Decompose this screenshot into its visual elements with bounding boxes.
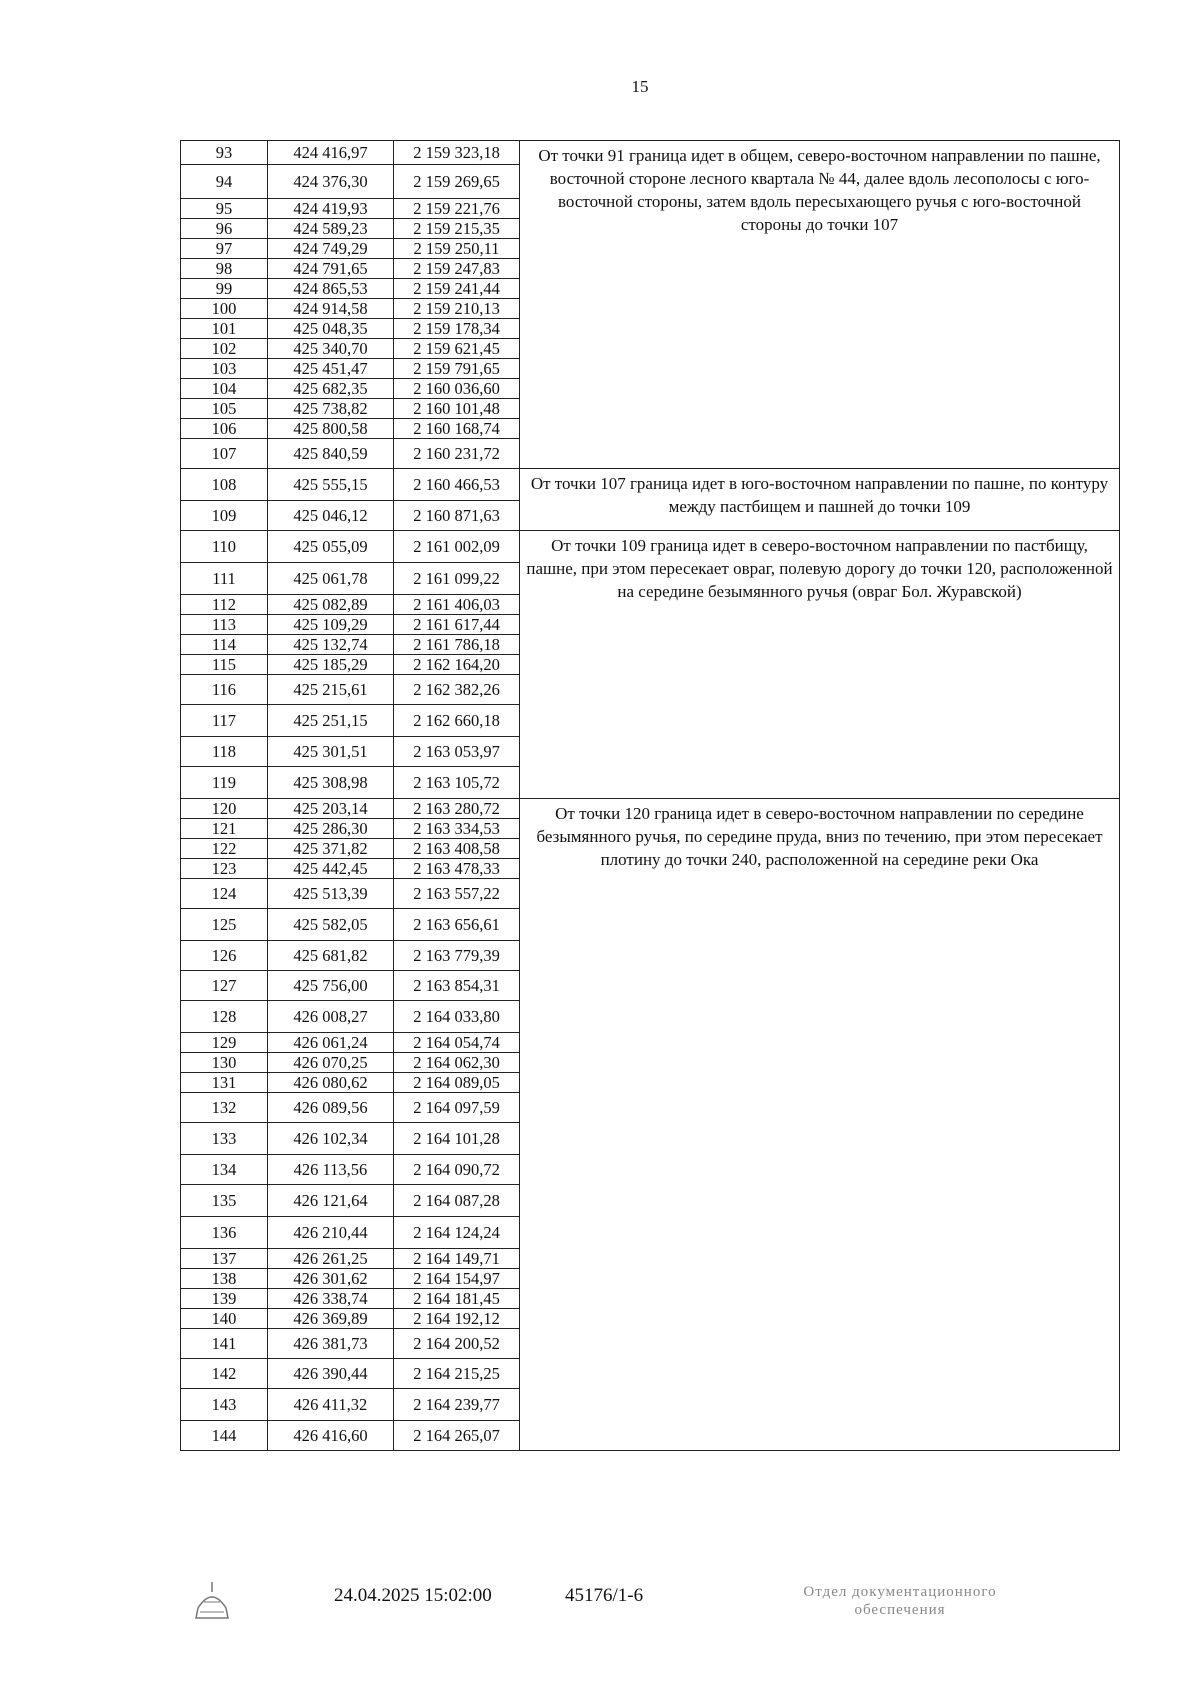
coord-x: 426 411,32 [268, 1389, 394, 1421]
coord-x: 426 390,44 [268, 1359, 394, 1389]
coord-y: 2 159 621,45 [394, 339, 520, 359]
emblem-icon [190, 1578, 234, 1622]
point-number: 117 [181, 705, 268, 737]
point-number: 143 [181, 1389, 268, 1421]
coord-y: 2 164 101,28 [394, 1123, 520, 1155]
point-number: 101 [181, 319, 268, 339]
point-number: 95 [181, 199, 268, 219]
point-number: 102 [181, 339, 268, 359]
coord-y: 2 164 033,80 [394, 1001, 520, 1033]
point-number: 104 [181, 379, 268, 399]
point-number: 100 [181, 299, 268, 319]
point-number: 120 [181, 799, 268, 819]
coord-x: 424 589,23 [268, 219, 394, 239]
table-row [181, 141, 1120, 165]
coord-y: 2 160 231,72 [394, 439, 520, 469]
point-number: 119 [181, 767, 268, 799]
coord-y: 2 159 269,65 [394, 165, 520, 199]
coord-y: 2 163 478,33 [394, 859, 520, 879]
coord-x: 426 261,25 [268, 1249, 394, 1269]
point-number: 131 [181, 1073, 268, 1093]
coord-y: 2 164 154,97 [394, 1269, 520, 1289]
coord-x: 424 791,65 [268, 259, 394, 279]
point-number: 108 [181, 469, 268, 501]
coord-y: 2 162 164,20 [394, 655, 520, 675]
coord-y: 2 160 466,53 [394, 469, 520, 501]
coord-y: 2 160 168,74 [394, 419, 520, 439]
point-number: 141 [181, 1329, 268, 1359]
coord-x: 424 416,97 [268, 141, 394, 165]
coord-y: 2 159 215,35 [394, 219, 520, 239]
coord-x: 424 914,58 [268, 299, 394, 319]
point-number: 123 [181, 859, 268, 879]
coord-x: 425 251,15 [268, 705, 394, 737]
coord-y: 2 161 786,18 [394, 635, 520, 655]
coord-y: 2 163 334,53 [394, 819, 520, 839]
coord-y: 2 161 002,09 [394, 531, 520, 563]
point-number: 133 [181, 1123, 268, 1155]
coord-y: 2 159 250,11 [394, 239, 520, 259]
point-number: 124 [181, 879, 268, 909]
footer-doc-number: 45176/1-6 [565, 1585, 644, 1606]
department-line-1: Отдел документационного [803, 1584, 997, 1600]
coord-x: 426 008,27 [268, 1001, 394, 1033]
coord-y: 2 159 221,76 [394, 199, 520, 219]
coord-y: 2 164 062,30 [394, 1053, 520, 1073]
coord-x: 425 756,00 [268, 971, 394, 1001]
boundary-description: От точки 107 граница идет в юго-восточном направлении по пашне, по контуру между пастбищем и пашней до точки 109 [520, 469, 1120, 531]
coord-y: 2 159 323,18 [394, 141, 520, 165]
table-row [181, 531, 1120, 563]
coord-x: 425 340,70 [268, 339, 394, 359]
coord-x: 425 061,78 [268, 563, 394, 595]
coord-x: 425 738,82 [268, 399, 394, 419]
coord-y: 2 162 382,26 [394, 675, 520, 705]
department-stamp [760, 1583, 1040, 1619]
coord-x: 425 185,29 [268, 655, 394, 675]
coord-y: 2 159 178,34 [394, 319, 520, 339]
point-number: 142 [181, 1359, 268, 1389]
coord-x: 425 203,14 [268, 799, 394, 819]
point-number: 144 [181, 1421, 268, 1451]
point-number: 99 [181, 279, 268, 299]
coord-y: 2 159 210,13 [394, 299, 520, 319]
coord-x: 425 582,05 [268, 909, 394, 941]
coord-y: 2 164 265,07 [394, 1421, 520, 1451]
coord-x: 426 102,34 [268, 1123, 394, 1155]
coord-y: 2 164 215,25 [394, 1359, 520, 1389]
point-number: 107 [181, 439, 268, 469]
coord-x: 426 113,56 [268, 1155, 394, 1185]
point-number: 121 [181, 819, 268, 839]
point-number: 114 [181, 635, 268, 655]
coord-y: 2 164 192,12 [394, 1309, 520, 1329]
coord-y: 2 163 105,72 [394, 767, 520, 799]
coord-y: 2 163 557,22 [394, 879, 520, 909]
coord-y: 2 160 871,63 [394, 501, 520, 531]
point-number: 129 [181, 1033, 268, 1053]
coord-y: 2 164 090,72 [394, 1155, 520, 1185]
point-number: 110 [181, 531, 268, 563]
coord-y: 2 164 124,24 [394, 1217, 520, 1249]
point-number: 127 [181, 971, 268, 1001]
coord-y: 2 164 097,59 [394, 1093, 520, 1123]
coord-x: 426 121,64 [268, 1185, 394, 1217]
coord-x: 426 301,62 [268, 1269, 394, 1289]
coord-y: 2 164 054,74 [394, 1033, 520, 1053]
coord-y: 2 160 101,48 [394, 399, 520, 419]
boundary-description: От точки 120 граница идет в северо-восточном направлении по середине безымянного ручья, по середине пруда, вниз по течению, при этом пересекает плотину до точки 240, расположенной на середине реки Ока [520, 799, 1120, 1451]
coord-y: 2 163 280,72 [394, 799, 520, 819]
coord-x: 426 338,74 [268, 1289, 394, 1309]
coord-x: 425 215,61 [268, 675, 394, 705]
coord-x: 425 800,58 [268, 419, 394, 439]
coord-x: 425 682,35 [268, 379, 394, 399]
point-number: 140 [181, 1309, 268, 1329]
point-number: 130 [181, 1053, 268, 1073]
point-number: 125 [181, 909, 268, 941]
coord-x: 425 371,82 [268, 839, 394, 859]
point-number: 105 [181, 399, 268, 419]
coord-x: 425 308,98 [268, 767, 394, 799]
point-number: 137 [181, 1249, 268, 1269]
coord-x: 426 080,62 [268, 1073, 394, 1093]
coord-y: 2 162 660,18 [394, 705, 520, 737]
coord-x: 426 416,60 [268, 1421, 394, 1451]
coord-x: 426 369,89 [268, 1309, 394, 1329]
coord-y: 2 161 099,22 [394, 563, 520, 595]
coord-x: 426 061,24 [268, 1033, 394, 1053]
boundary-description: От точки 91 граница идет в общем, северо-восточном направлении по пашне, восточной стороне лесного квартала № 44, далее вдоль лесополосы с юго-восточной стороны, затем вдоль пересыхающего ручья с юго-восточной стороны до точки 107 [520, 141, 1120, 469]
coord-x: 425 840,59 [268, 439, 394, 469]
coord-y: 2 163 053,97 [394, 737, 520, 767]
coord-x: 425 513,39 [268, 879, 394, 909]
coord-x: 424 376,30 [268, 165, 394, 199]
point-number: 134 [181, 1155, 268, 1185]
coord-x: 425 046,12 [268, 501, 394, 531]
coord-x: 424 865,53 [268, 279, 394, 299]
coord-y: 2 161 617,44 [394, 615, 520, 635]
coord-x: 425 132,74 [268, 635, 394, 655]
coord-x: 425 681,82 [268, 941, 394, 971]
coord-x: 425 055,09 [268, 531, 394, 563]
table-row [181, 469, 1120, 501]
table-row [181, 799, 1120, 819]
coord-y: 2 164 149,71 [394, 1249, 520, 1269]
coord-x: 426 089,56 [268, 1093, 394, 1123]
coord-y: 2 163 854,31 [394, 971, 520, 1001]
point-number: 96 [181, 219, 268, 239]
point-number: 139 [181, 1289, 268, 1309]
coord-x: 425 286,30 [268, 819, 394, 839]
coordinates-table [180, 140, 1120, 1451]
coord-x: 425 301,51 [268, 737, 394, 767]
coord-y: 2 164 089,05 [394, 1073, 520, 1093]
point-number: 118 [181, 737, 268, 767]
coord-y: 2 161 406,03 [394, 595, 520, 615]
point-number: 136 [181, 1217, 268, 1249]
coord-x: 426 381,73 [268, 1329, 394, 1359]
point-number: 132 [181, 1093, 268, 1123]
coord-x: 425 082,89 [268, 595, 394, 615]
point-number: 116 [181, 675, 268, 705]
coord-x: 424 419,93 [268, 199, 394, 219]
footer-datetime: 24.04.2025 15:02:00 [334, 1585, 492, 1606]
point-number: 115 [181, 655, 268, 675]
point-number: 135 [181, 1185, 268, 1217]
point-number: 111 [181, 563, 268, 595]
point-number: 109 [181, 501, 268, 531]
point-number: 138 [181, 1269, 268, 1289]
coord-x: 425 451,47 [268, 359, 394, 379]
point-number: 94 [181, 165, 268, 199]
coord-y: 2 163 779,39 [394, 941, 520, 971]
coord-x: 425 555,15 [268, 469, 394, 501]
coord-y: 2 164 200,52 [394, 1329, 520, 1359]
coord-x: 425 109,29 [268, 615, 394, 635]
point-number: 97 [181, 239, 268, 259]
point-number: 93 [181, 141, 268, 165]
point-number: 113 [181, 615, 268, 635]
coord-x: 425 048,35 [268, 319, 394, 339]
coord-y: 2 164 239,77 [394, 1389, 520, 1421]
coord-y: 2 159 791,65 [394, 359, 520, 379]
point-number: 128 [181, 1001, 268, 1033]
page-number: 15 [631, 77, 649, 96]
point-number: 122 [181, 839, 268, 859]
point-number: 112 [181, 595, 268, 615]
coord-y: 2 160 036,60 [394, 379, 520, 399]
point-number: 103 [181, 359, 268, 379]
coord-y: 2 163 656,61 [394, 909, 520, 941]
coord-x: 426 070,25 [268, 1053, 394, 1073]
coord-x: 425 442,45 [268, 859, 394, 879]
coord-y: 2 159 247,83 [394, 259, 520, 279]
coord-y: 2 164 087,28 [394, 1185, 520, 1217]
boundary-description: От точки 109 граница идет в северо-восточном направлении по пастбищу, пашне, при этом пересекает овраг, полевую дорогу до точки 120, расположенной на середине безымянного ручья (овраг Бол. Журавской) [520, 531, 1120, 799]
department-line-2: обеспечения [854, 1602, 946, 1618]
coord-y: 2 163 408,58 [394, 839, 520, 859]
point-number: 106 [181, 419, 268, 439]
coord-x: 424 749,29 [268, 239, 394, 259]
coord-y: 2 159 241,44 [394, 279, 520, 299]
point-number: 126 [181, 941, 268, 971]
coord-x: 426 210,44 [268, 1217, 394, 1249]
point-number: 98 [181, 259, 268, 279]
coord-y: 2 164 181,45 [394, 1289, 520, 1309]
